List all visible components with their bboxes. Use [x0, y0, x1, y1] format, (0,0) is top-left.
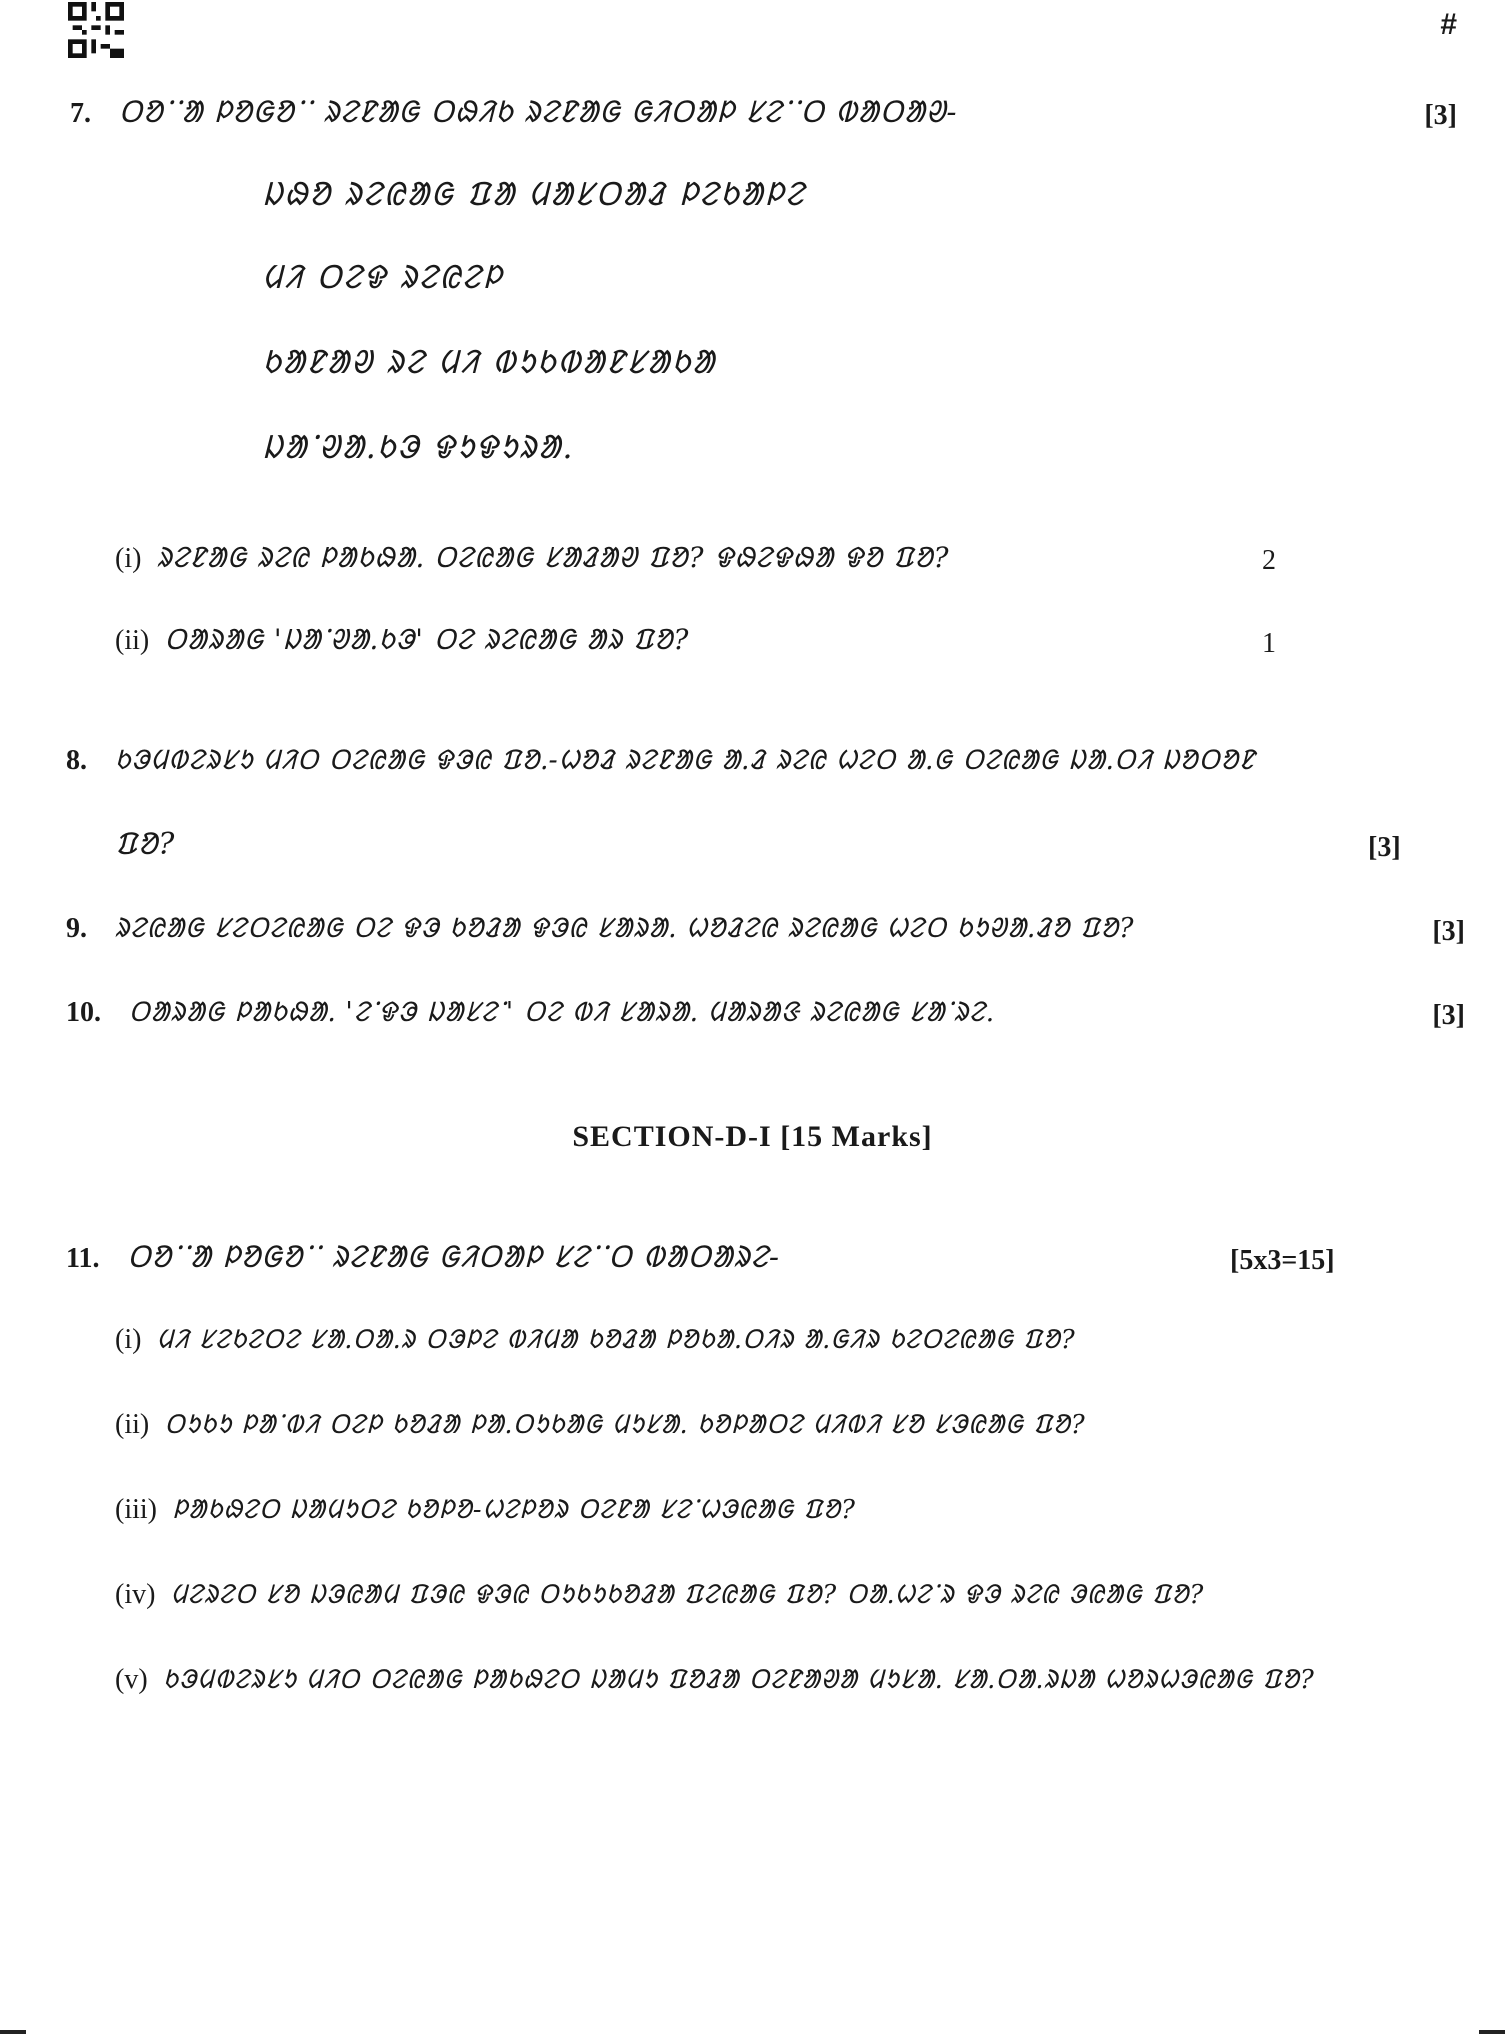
sub-question-label: (ii)	[115, 1409, 150, 1440]
sub-question-text: ᱠᱳᱢᱵᱮᱨᱥᱩ ᱢᱤᱛ ᱛᱮᱭᱟᱜ ᱞᱟᱠᱷᱮᱛ ᱡᱟᱢᱩ ᱯᱚᱲᱟ ᱛᱮᱱᱟᱣᱟ ᱢᱩᱥᱟᱹ ᱥᱟᱹᱛᱟᱹᱨᱡᱟ ᱦᱚᱨᱦᱳᱭᱟᱜ ᱯᱚ?	[162, 1665, 1315, 1695]
question-7	[70, 90, 958, 131]
question-marks: [3]	[1424, 100, 1457, 131]
corner-mark: #	[1440, 8, 1457, 41]
qr-code	[66, 2, 126, 58]
sub-question-label: (iii)	[115, 1494, 157, 1525]
sub-question	[115, 620, 689, 658]
poem-line: ᱠᱟᱱᱟᱣ ᱨᱮ ᱢᱤ ᱵᱩᱠᱵᱟᱱᱥᱟᱠᱟ	[262, 343, 717, 381]
sub-question	[115, 1320, 1076, 1356]
sub-question-label: (iv)	[115, 1579, 156, 1610]
poem-line: ᱢᱤ ᱛᱮᱫ ᱨᱮᱭᱮᱞ	[262, 258, 504, 296]
question-text: ᱛᱟᱨᱟᱜ ᱞᱟᱠᱷᱟᱹ 'ᱮᱸᱫᱳ ᱡᱟᱥᱮᱸ' ᱛᱮ ᱵᱤ ᱥᱟᱨᱟᱹ ᱢᱟᱨᱟᱝ ᱨᱮᱭᱟᱜ ᱥᱟᱸᱨᱮ.	[128, 997, 996, 1028]
question-text: ᱠᱳᱢᱵᱮᱨᱥᱩ ᱢᱤᱛ ᱛᱮᱭᱟᱜ ᱫᱳᱭ ᱯᱚᱹ-ᱦᱚᱲ ᱨᱮᱱᱟᱜ ᱟᱹᱲ ᱨᱮᱭ ᱦᱮᱛ ᱟᱹᱜ ᱛᱮᱭᱟᱜ ᱡᱟᱹᱛᱤ ᱡᱚᱛᱚᱱ	[114, 745, 1256, 776]
question-marks: [5x3=15]	[1230, 1245, 1335, 1276]
page-edge-mark	[1479, 2030, 1505, 2034]
question-9	[66, 908, 1134, 945]
sub-question	[115, 1660, 1315, 1696]
sub-question-text: ᱢᱤ ᱥᱮᱠᱮᱛᱮ ᱥᱟᱹᱛᱟᱹᱨ ᱛᱳᱞᱮ ᱵᱤᱢᱟ ᱠᱚᱲᱟ ᱞᱚᱠᱟᱹᱛᱤᱨ ᱟᱹᱜᱤᱨ ᱠᱮᱛᱮᱭᱟᱜ ᱯᱚ?	[156, 1325, 1076, 1355]
sub-question-text: ᱛᱩᱠᱩ ᱞᱟᱸᱵᱤ ᱛᱮᱞ ᱠᱚᱲᱟ ᱞᱟᱹᱛᱩᱠᱟᱜ ᱢᱩᱥᱟᱹ ᱠᱚᱞᱟᱛᱮ ᱢᱤᱵᱤ ᱥᱚ ᱥᱳᱭᱟᱜ ᱯᱚ?	[164, 1410, 1086, 1440]
question-number: 11.	[66, 1243, 100, 1274]
sub-question	[115, 1575, 1204, 1611]
question-number: 10.	[66, 997, 101, 1028]
question-11	[66, 1235, 780, 1276]
sub-question	[115, 1490, 856, 1526]
poem-line: ᱡᱟᱸᱣᱟᱹᱠᱳ ᱫᱩᱫᱩᱨᱟ.	[262, 428, 575, 466]
sub-question	[115, 1405, 1086, 1441]
question-number: 9.	[66, 913, 87, 944]
sub-question-label: (ii)	[115, 625, 150, 656]
sub-question-marks: 2	[1262, 545, 1276, 576]
sub-question-text: ᱛᱟᱨᱟᱜ 'ᱡᱟᱸᱣᱟᱹᱠᱳ' ᱛᱮ ᱨᱮᱭᱟᱜ ᱟᱨ ᱯᱚ?	[164, 623, 690, 656]
question-8	[66, 740, 1255, 777]
sub-question-text: ᱞᱟᱠᱷᱮᱛ ᱡᱟᱢᱩᱛᱮ ᱠᱚᱞᱚ-ᱦᱮᱞᱚᱨ ᱛᱮᱱᱟ ᱥᱮᱸᱦᱳᱭᱟᱜ ᱯᱚ?	[172, 1495, 856, 1525]
question-number: 8.	[66, 745, 87, 776]
poem-line: ᱡᱷᱚ ᱨᱮᱭᱟᱜ ᱯᱟ ᱢᱟᱥᱛᱟᱲ ᱞᱮᱠᱟᱞᱮ	[262, 175, 806, 213]
question-number: 7.	[70, 98, 91, 129]
question-text: ᱛᱚᱸᱸᱟ ᱞᱚᱜᱚᱸᱸ ᱨᱮᱱᱟᱜ ᱛᱷᱤᱠ ᱨᱮᱱᱟᱜ ᱜᱤᱛᱟᱞ ᱥᱮᱸᱸᱛ ᱵᱟᱛᱟᱣ-	[118, 95, 958, 130]
question-text: ᱨᱮᱭᱟᱜ ᱥᱮᱛᱮᱭᱟᱜ ᱛᱮ ᱫᱳ ᱠᱚᱲᱟ ᱫᱳᱭ ᱥᱟᱨᱟᱹ ᱦᱚᱲᱮᱭ ᱨᱮᱭᱟᱜ ᱦᱮᱛ ᱠᱩᱣᱟᱹᱲᱚ ᱯᱚ?	[114, 913, 1135, 944]
page-edge-mark	[0, 2030, 26, 2034]
sub-question	[115, 538, 950, 576]
question-10	[66, 992, 995, 1029]
sub-question-label: (i)	[115, 543, 142, 574]
section-heading: SECTION-D-I [15 Marks]	[572, 1120, 933, 1153]
sub-question-text: ᱨᱮᱱᱟᱜ ᱨᱮᱭ ᱞᱟᱠᱷᱟᱹ ᱛᱮᱭᱟᱜ ᱥᱟᱲᱟᱣ ᱯᱚ? ᱫᱷᱮᱫᱷᱟ ᱫᱚ ᱯᱚ?	[156, 541, 950, 574]
sub-question-text: ᱢᱮᱨᱮᱛ ᱥᱚ ᱡᱳᱭᱟᱢ ᱯᱳᱭ ᱫᱳᱭ ᱛᱩᱠᱩᱠᱚᱲᱟ ᱯᱮᱭᱟᱜ ᱯᱚ? ᱛᱟᱹᱦᱮᱸᱨ ᱫᱳ ᱨᱮᱭ ᱳᱭᱟᱜ ᱯᱚ?	[170, 1580, 1205, 1610]
sub-question-label: (i)	[115, 1324, 142, 1355]
question-text: ᱛᱚᱸᱸᱟ ᱞᱚᱜᱚᱸᱸ ᱨᱮᱱᱟᱜ ᱜᱤᱛᱟᱞ ᱥᱮᱸᱸᱛ ᱵᱟᱛᱟᱨᱮ-	[126, 1240, 781, 1275]
sub-question-label: (v)	[115, 1664, 148, 1695]
question-marks: [3]	[1432, 1000, 1465, 1031]
question-marks: [3]	[1432, 916, 1465, 947]
question-marks: [3]	[1368, 832, 1401, 863]
question-text-continued: ᱯᱚ?	[115, 827, 176, 862]
sub-question-marks: 1	[1262, 628, 1276, 659]
